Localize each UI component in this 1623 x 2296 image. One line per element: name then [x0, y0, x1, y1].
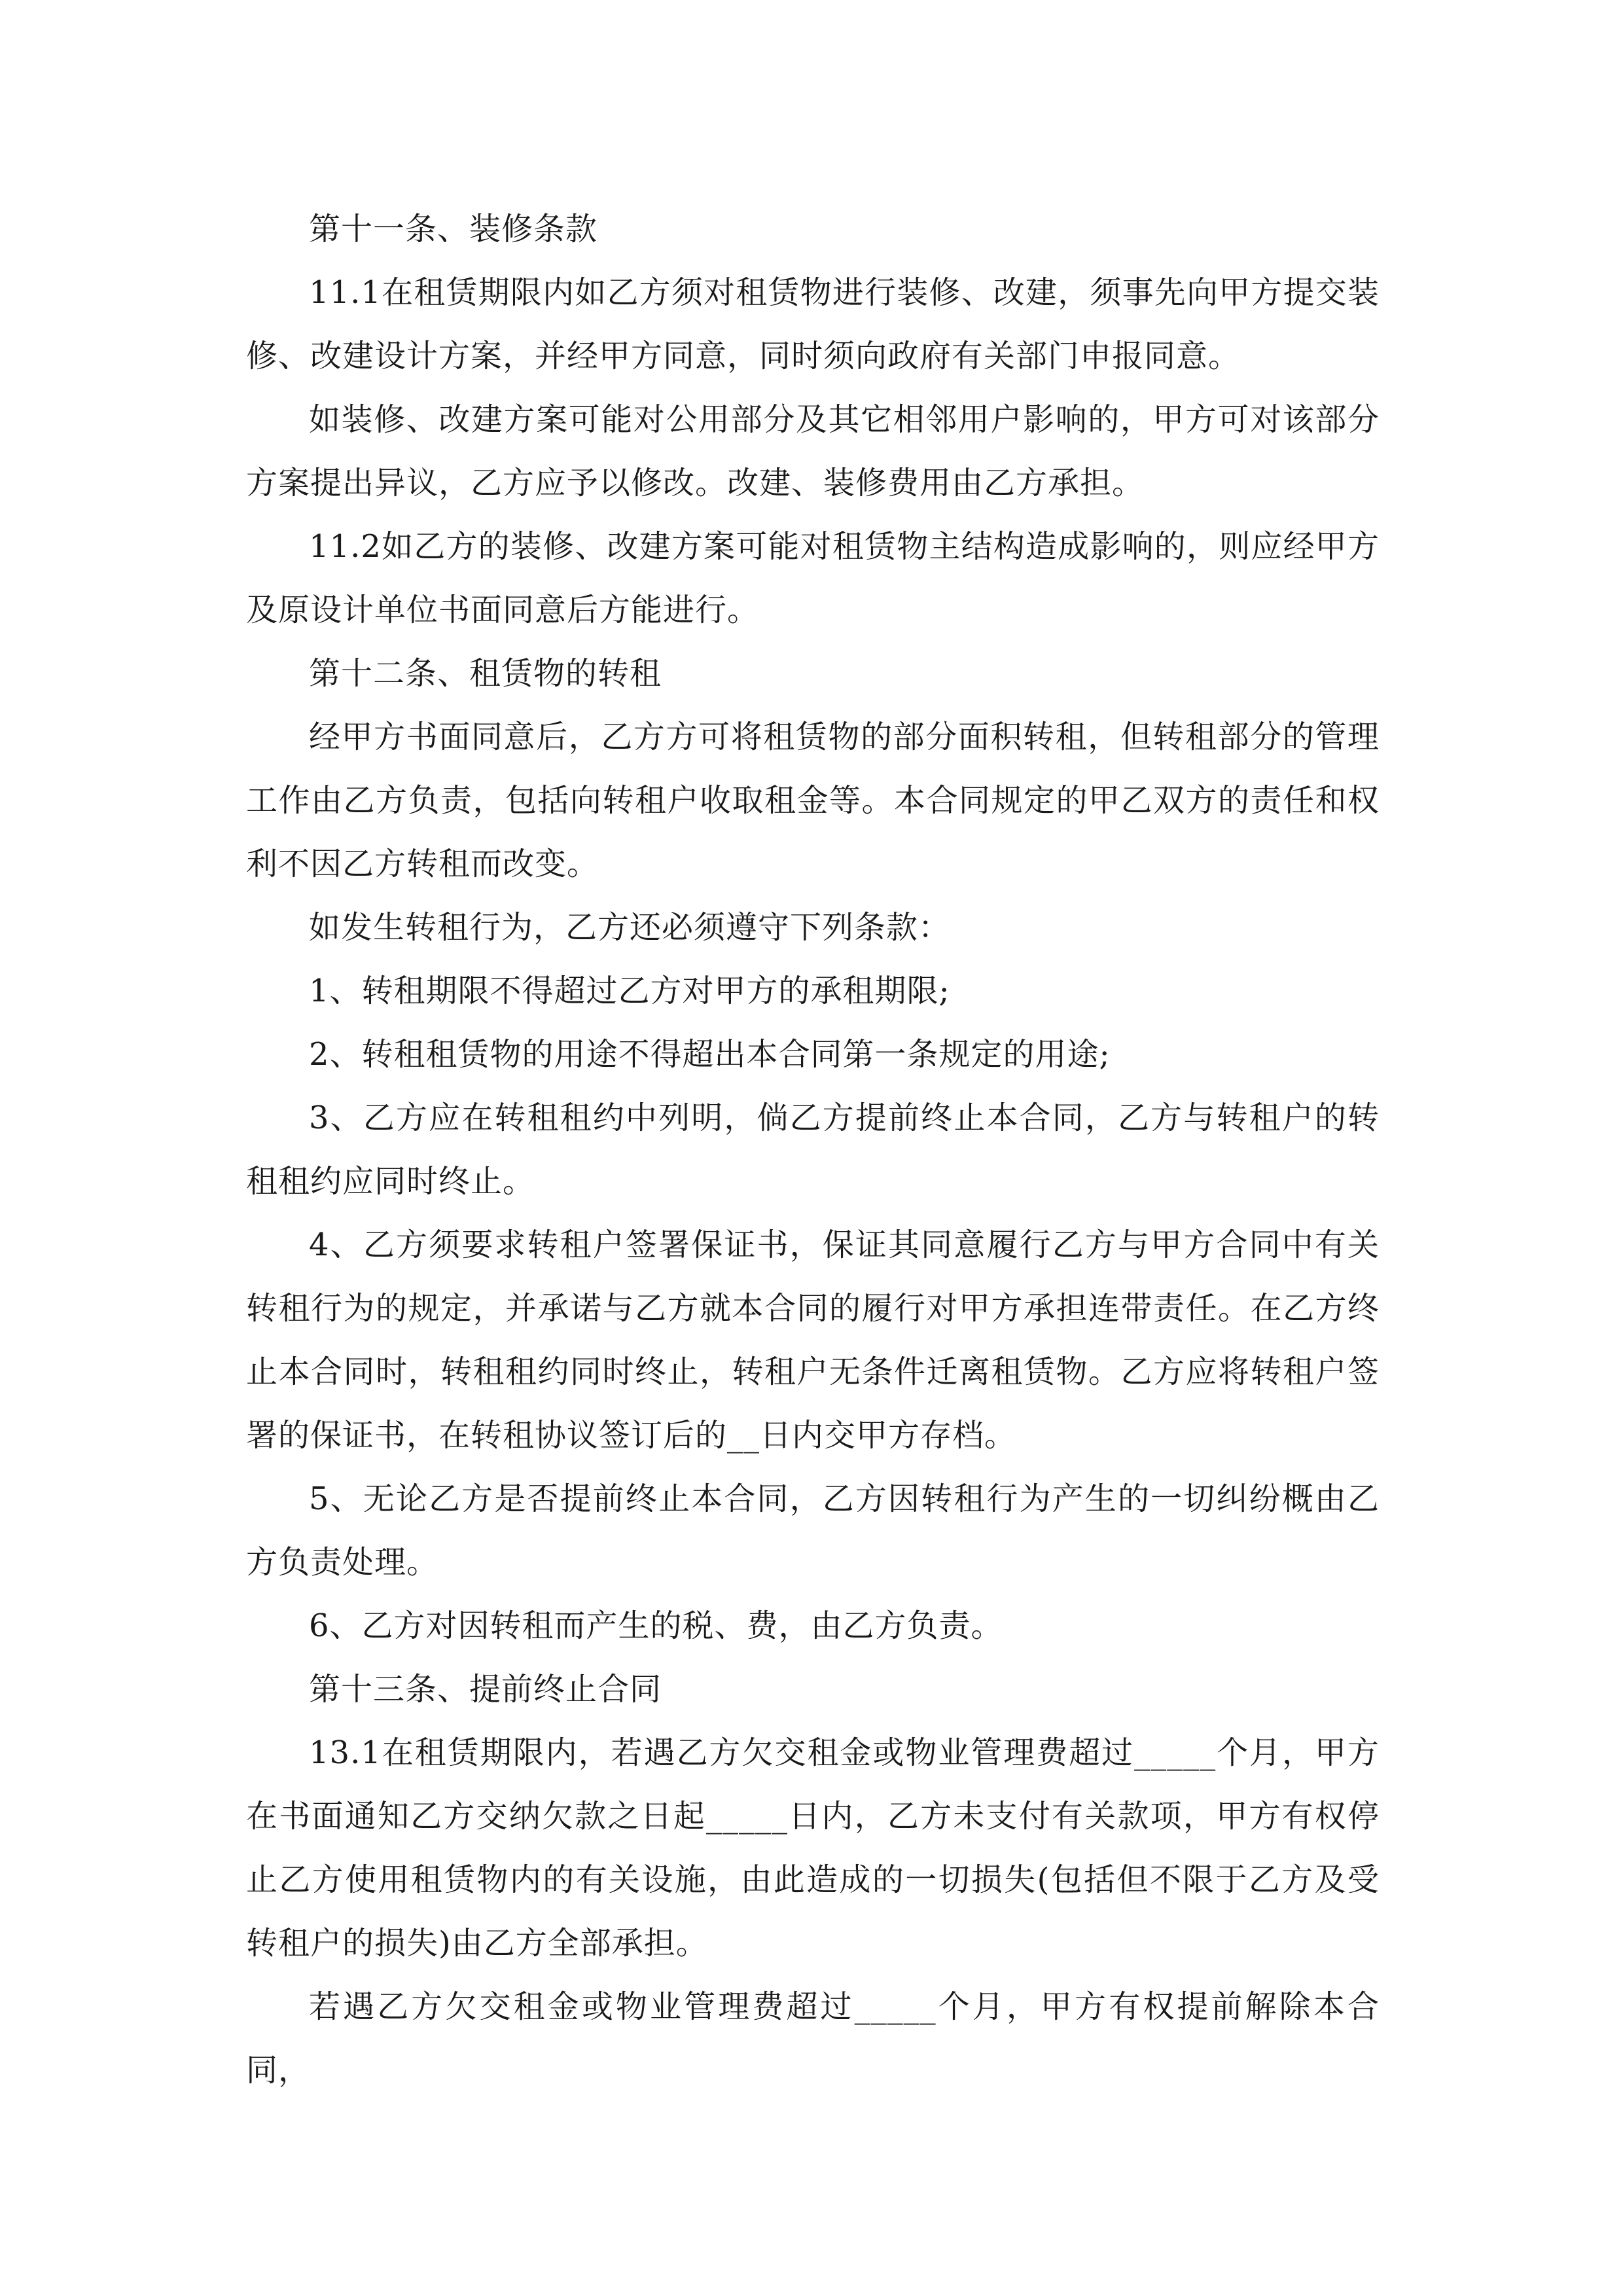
- paragraph-12-item-6: 6、乙方对因转租而产生的税、费，由乙方负责。: [309, 1607, 1003, 1644]
- paragraph-article-12-heading: 第十二条、租赁物的转租: [309, 655, 662, 692]
- paragraph-12-item-2: 2、转租租赁物的用途不得超出本合同第一条规定的用途;: [309, 1036, 1111, 1073]
- paragraph-13-1-termination: 若遇乙方欠交租金或物业管理费超过_____个月，甲方有权提前解除本合同，: [246, 1988, 1380, 2089]
- paragraph-12-sublease-consent: 经甲方书面同意后，乙方方可将租赁物的部分面积转租，但转租部分的管理工作由乙方负责，包括向转租户收取租金等。本合同规定的甲乙双方的责任和权利不因乙方转租而改变。: [246, 719, 1380, 882]
- paragraph-13-1: 13.1在租赁期限内，若遇乙方欠交租金或物业管理费超过_____个月，甲方在书面通知乙方交纳欠款之日起_____日内，乙方未支付有关款项，甲方有权停止乙方使用租赁物内的有关设施，由此造成的一切损失(包括但不限于乙方及受转租户的损失)由乙方全部承担。: [246, 1734, 1380, 1962]
- paragraph-12-item-5: 5、无论乙方是否提前终止本合同，乙方因转租行为产生的一切纠纷概由乙方负责处理。: [246, 1480, 1380, 1581]
- paragraph-11-1: 11.1在租赁期限内如乙方须对租赁物进行装修、改建，须事先向甲方提交装修、改建设计方案，并经甲方同意，同时须向政府有关部门申报同意。: [246, 274, 1380, 374]
- paragraph-12-sublease-terms-intro: 如发生转租行为，乙方还必须遵守下列条款：: [309, 909, 951, 946]
- paragraph-11-1-objection: 如装修、改建方案可能对公用部分及其它相邻用户影响的，甲方可对该部分方案提出异议，乙方应予以修改。改建、装修费用由乙方承担。: [246, 401, 1380, 501]
- paragraph-12-item-4: 4、乙方须要求转租户签署保证书，保证其同意履行乙方与甲方合同中有关转租行为的规定，并承诺与乙方就本合同的履行对甲方承担连带责任。在乙方终止本合同时，转租租约同时终止，转租户无条件迁离租赁物。乙方应将转租户签署的保证书，在转租协议签订后的__日内交甲方存档。: [246, 1227, 1380, 1454]
- paragraph-12-item-3: 3、乙方应在转租租约中列明，倘乙方提前终止本合同，乙方与转租户的转租租约应同时终止。: [246, 1100, 1380, 1200]
- paragraph-article-11-heading: 第十一条、装修条款: [309, 211, 598, 247]
- paragraph-12-item-1: 1、转租期限不得超过乙方对甲方的承租期限;: [309, 973, 950, 1009]
- paragraph-11-2: 11.2如乙方的装修、改建方案可能对租赁物主结构造成影响的，则应经甲方及原设计单位书面同意后方能进行。: [246, 528, 1380, 628]
- paragraph-article-13-heading: 第十三条、提前终止合同: [309, 1671, 662, 1708]
- document-body: [246, 198, 1380, 2102]
